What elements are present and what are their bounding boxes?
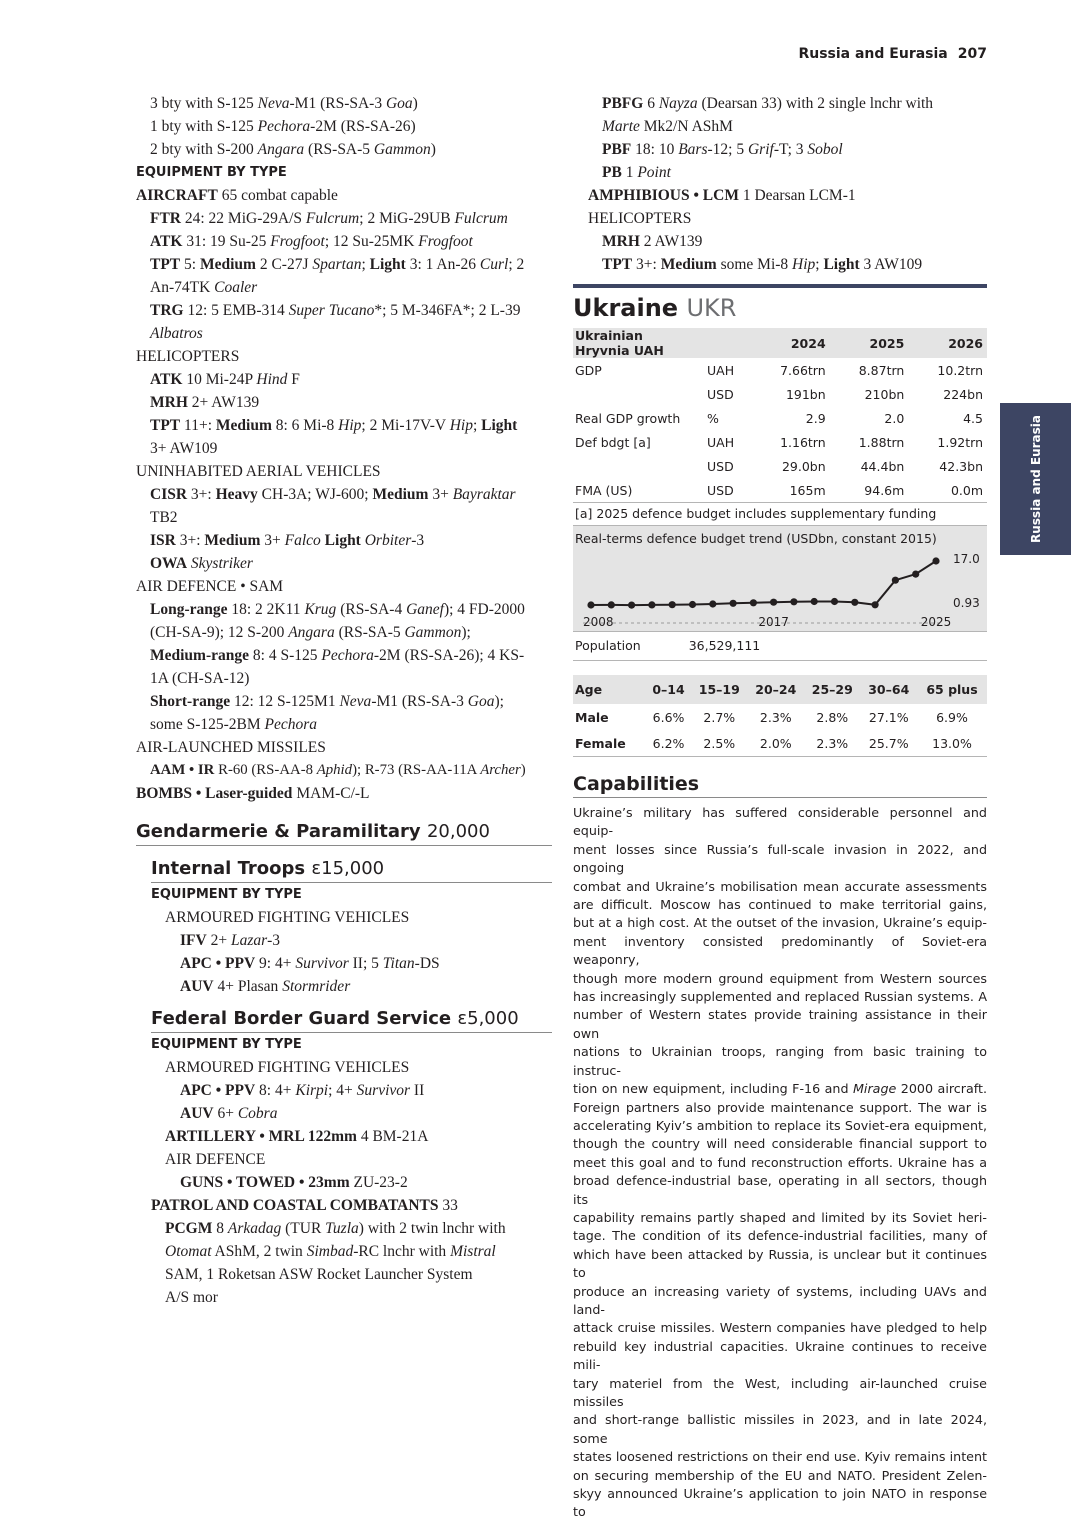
short-range-line-cont: some S-125-2BM Pechora: [150, 716, 318, 733]
cisr-line-cont: TB2: [150, 509, 178, 526]
air-defence-heading: AIR DEFENCE: [165, 1151, 266, 1168]
afv-heading: ARMOURED FIGHTING VEHICLES: [165, 909, 410, 926]
running-header: [798, 46, 987, 62]
trg-line: TRG 12: 5 EMB-314 Super Tucano*; 5 M-346FA*; 2 L-39: [150, 302, 521, 319]
data-point-2021: [851, 599, 858, 606]
heli-tpt-line: TPT 11+: Medium 8: 6 Mi-8 Hip; 2 Mi-17V-V Hip; Light: [150, 417, 518, 434]
pbf-line: PBF 18: 10 Bars-12; 5 Grif-T; 3 Sobol: [602, 141, 843, 158]
ftr-line: FTR 24: 22 MiG-29A/S Fulcrum; 2 MiG-29UB Fulcrum: [150, 210, 508, 227]
text-line: skyy announced Ukraine’s application to join NATO in response to: [573, 1486, 987, 1520]
table-row: USD 191bn 210bn 224bn: [707, 386, 983, 402]
text-line: but at a high cost. At the outset of the invasion, Ukraine’s equip-: [573, 915, 987, 931]
running-header-section: Russia and Eurasia: [798, 46, 948, 62]
air-launched-missiles-heading: AIR-LAUNCHED MISSILES: [136, 739, 326, 756]
equipment-by-type-heading: EQUIPMENT BY TYPE: [151, 1037, 302, 1052]
tpt-line: TPT 5: Medium 2 C-27J Spartan; Light 3: 1 An-26 Curl; 2: [150, 256, 525, 273]
side-tab-label: Russia and Eurasia: [1028, 415, 1043, 543]
apc-line: APC • PPV 8: 4+ Kirpi; 4+ Survivor II: [180, 1082, 425, 1099]
data-point-2020: [831, 598, 838, 605]
data-point-2019: [811, 598, 818, 605]
y-min-label: 0.93: [953, 596, 980, 610]
pbfg-line-cont: Marte Mk2/N AShM: [602, 118, 733, 135]
text-line: broad defence-industrial base, operating in all sectors, though its: [573, 1173, 987, 1207]
pcgm-line-cont: Otomat AShM, 2 twin Simbad-RC lnchr with Mistral: [165, 1243, 496, 1260]
trend-line: [591, 561, 936, 605]
capabilities-heading: Capabilities: [573, 773, 987, 798]
auv-line: AUV 6+ Cobra: [180, 1105, 278, 1122]
gendarmerie-heading: Gendarmerie & Paramilitary 20,000: [136, 821, 552, 846]
helicopters-heading: HELICOPTERS: [588, 210, 692, 227]
right-column: [573, 92, 987, 1522]
table-row: Male 6.6% 2.7% 2.3% 2.8% 27.1% 6.9%: [575, 709, 968, 725]
text-line: tage. The condition of its defence-industrial facilities, many of: [573, 1228, 987, 1244]
pb-line: PB 1 Point: [602, 164, 671, 181]
pcgm-line-cont: A/S mor: [165, 1289, 218, 1306]
helicopters-heading: HELICOPTERS: [136, 348, 240, 365]
heli-mrh-line: MRH 2+ AW139: [150, 394, 260, 411]
text-line: though more modern ground equipment from Western sources: [573, 970, 987, 986]
data-point-2008: [587, 601, 594, 608]
artillery-line: ARTILLERY • MRL 122mm 4 BM-21A: [165, 1128, 429, 1145]
text-line: which have been attacked by Russia, is unclear but it continues to: [573, 1246, 987, 1281]
text-line: Ukraine’s military has suffered considerable personnel and equip-: [573, 805, 987, 839]
y-max-label: 17.0: [953, 552, 980, 566]
country-title: Ukraine UKR: [573, 294, 737, 322]
text-line: tary materiel from the West, including air-launched cruise missiles: [573, 1375, 987, 1409]
trend-points: [587, 557, 939, 608]
data-point-2011: [648, 601, 655, 608]
text-line: on securing membership of the EU and NATO. President Zelen-: [573, 1467, 987, 1483]
data-point-2018: [790, 598, 797, 605]
sam-line: 1 bty with S-125 Pechora-2M (RS-SA-26): [150, 118, 416, 135]
text-line: are difficult. Moscow has continued to make territorial gains,: [573, 897, 987, 913]
budget-trend-chart: [573, 526, 987, 632]
table-row: Real GDP growth % 2.9 2.0 4.5: [575, 410, 983, 426]
cisr-line: CISR 3+: Heavy CH-3A; WJ-600; Medium 3+ Bayraktar: [150, 486, 516, 503]
data-point-2015: [730, 600, 737, 607]
atk-line: ATK 31: 19 Su-25 Frogfoot; 12 Su-25MK Frogfoot: [150, 233, 473, 250]
text-line: though the country will need considerable financial support to: [573, 1136, 987, 1152]
chart-title: Real-terms defence budget trend (USDbn, constant 2015): [575, 531, 937, 546]
amphibious-line: AMPHIBIOUS • LCM 1 Dearsan LCM-1: [588, 187, 856, 204]
heli-atk-line: ATK 10 Mi-24P Hind F: [150, 371, 300, 388]
text-line: has increasingly supplemented and replaced Russian systems. A: [573, 989, 987, 1005]
table-row: Female 6.2% 2.5% 2.0% 2.3% 25.7% 13.0%: [573, 730, 987, 757]
medium-range-line: Medium-range 8: 4 S-125 Pechora-2M (RS-SA-26); 4 KS-: [150, 647, 525, 664]
data-point-2009: [608, 601, 615, 608]
trg-line-cont: Albatros: [150, 325, 203, 342]
text-line: ment inventory consisted predominantly of Soviet-era weaponry,: [573, 933, 987, 968]
equipment-by-type-heading: EQUIPMENT BY TYPE: [151, 887, 302, 902]
age-table-header: Age 0–14 15–19 20–24 25–29 30–64 65 plus: [573, 675, 987, 704]
capabilities-text: [573, 804, 987, 1522]
country-title-bar: [573, 284, 987, 288]
data-point-2014: [709, 600, 716, 607]
apc-line: APC • PPV 9: 4+ Survivor II; 5 Titan-DS: [180, 955, 440, 972]
mrh-line: MRH 2 AW139: [602, 233, 703, 250]
aircraft-line: AIRCRAFT 65 combat capable: [136, 187, 338, 204]
long-range-line-cont: (CH-SA-9); 12 S-200 Angara (RS-SA-5 Gammon);: [150, 624, 471, 641]
pbfg-line: PBFG 6 Nayza (Dearsan 33) with 2 single lnchr with: [602, 95, 934, 112]
sam-line: 3 bty with S-125 Neva-M1 (RS-SA-3 Goa): [150, 95, 418, 112]
air-defence-heading: AIR DEFENCE • SAM: [136, 578, 284, 595]
owa-line: OWA Skystriker: [150, 555, 253, 572]
internal-troops-section: [151, 858, 552, 1309]
economic-table: [573, 328, 987, 503]
tpt-line: TPT 3+: Medium some Mi-8 Hip; Light 3 AW109: [602, 256, 923, 273]
data-point-2023: [892, 577, 899, 584]
equipment-by-type-heading: EQUIPMENT BY TYPE: [136, 165, 287, 180]
data-point-2022: [872, 601, 879, 608]
text-line: and short-range ballistic missiles in 2023, and in late 2024, some: [573, 1412, 987, 1446]
population-row: Population 36,529,111: [573, 632, 987, 661]
data-point-2017: [770, 599, 777, 606]
page-number: 207: [957, 46, 987, 62]
border-guard-heading: Federal Border Guard Service ε5,000: [151, 1008, 552, 1033]
left-column: [136, 92, 552, 1309]
short-range-line: Short-range 12: 12 S-125M1 Neva-M1 (RS-SA-3 Goa);: [150, 693, 504, 710]
data-point-2013: [689, 601, 696, 608]
sam-line: 2 bty with S-200 Angara (RS-SA-5 Gammon): [150, 141, 436, 158]
text-line: produce an increasing variety of systems, including UAVs and land-: [573, 1283, 987, 1317]
table-row: Def bdgt [a] UAH 1.16trn 1.88trn 1.92trn: [575, 434, 983, 450]
text-line: combat and Ukraine’s mobilisation mean accurate assessments: [573, 878, 987, 894]
table-row: FMA (US) USD 165m 94.6m 0.0m: [573, 478, 987, 503]
text-line: capability remains partly shaped and limited by its Soviet heri-: [573, 1209, 987, 1225]
guns-line: GUNS • TOWED • 23mm ZU-23-2: [180, 1174, 408, 1191]
medium-range-line-cont: 1A (CH-SA-12): [150, 670, 250, 687]
pcgm-line-cont: SAM, 1 Roketsan ASW Rocket Launcher System: [165, 1266, 473, 1283]
table-row: GDP UAH 7.66trn 8.87trn 10.2trn: [575, 362, 983, 378]
data-point-2025: [932, 557, 939, 564]
aam-line: AAM • IR R-60 (RS-AA-8 Aphid); R-73 (RS-AA-11A Archer): [150, 762, 526, 778]
isr-line: ISR 3+: Medium 3+ Falco Light Orbiter-3: [150, 532, 425, 549]
tpt-line-cont: An-74TK Coaler: [150, 279, 258, 296]
text-line: tion on new equipment, including F-16 and Mirage 2000 aircraft.: [573, 1081, 987, 1097]
text-line: meet this goal and to fund reconstruction efforts. Ukraine has a: [573, 1154, 987, 1170]
side-tab: [1000, 403, 1071, 555]
text-line: accelerating Kyiv’s ambition to replace its Soviet-era equipment,: [573, 1117, 987, 1133]
patrol-line: PATROL AND COASTAL COMBATANTS 33: [151, 1197, 458, 1214]
text-line: number of Western states provide training assistance in their own: [573, 1007, 987, 1041]
pcgm-line: PCGM 8 Arkadag (TUR Tuzla) with 2 twin lnchr with: [165, 1220, 506, 1237]
internal-troops-heading: Internal Troops ε15,000: [151, 858, 552, 883]
text-line: nations to Ukrainian troops, ranging from basic training to instruc-: [573, 1044, 987, 1078]
text-line: rebuild key industrial capacities. Ukraine continues to receive mili-: [573, 1338, 987, 1373]
ifv-line: IFV 2+ Lazar-3: [180, 932, 281, 949]
text-line: ment losses since Russia’s full-scale invasion in 2022, and ongoing: [573, 841, 987, 876]
data-point-2024: [912, 571, 919, 578]
economic-table-header: Ukrainian Hryvnia UAH 2024 2025 2026: [573, 328, 987, 358]
uav-heading: UNINHABITED AERIAL VEHICLES: [136, 463, 381, 480]
x-tick-label: 2025: [920, 615, 952, 629]
x-tick-label: 2008: [583, 615, 614, 629]
auv-line: AUV 4+ Plasan Stormrider: [180, 978, 351, 995]
x-tick-label: 2017: [758, 615, 789, 629]
text-line: Foreign partners also provide maintenance support. The war is: [573, 1099, 987, 1115]
heli-tpt-line-cont: 3+ AW109: [150, 440, 218, 457]
data-point-2010: [628, 602, 635, 609]
bombs-line: BOMBS • Laser-guided MAM-C/-L: [136, 785, 370, 802]
afv-heading: ARMOURED FIGHTING VEHICLES: [165, 1059, 410, 1076]
data-point-2012: [669, 601, 676, 608]
long-range-line: Long-range 18: 2 2K11 Krug (RS-SA-4 Ganef); 4 FD-2000: [150, 601, 525, 618]
text-line: states loosened restrictions on their end use. Kyiv remains intent: [573, 1449, 987, 1465]
trend-svg: [573, 526, 987, 631]
text-line: attack cruise missiles. Western companies have pledged to help: [573, 1320, 987, 1336]
age-table: [573, 675, 987, 757]
data-point-2016: [750, 599, 757, 606]
table-row: USD 29.0bn 44.4bn 42.3bn: [707, 458, 983, 474]
budget-note: [a] 2025 defence budget includes supplementary funding: [573, 503, 987, 526]
